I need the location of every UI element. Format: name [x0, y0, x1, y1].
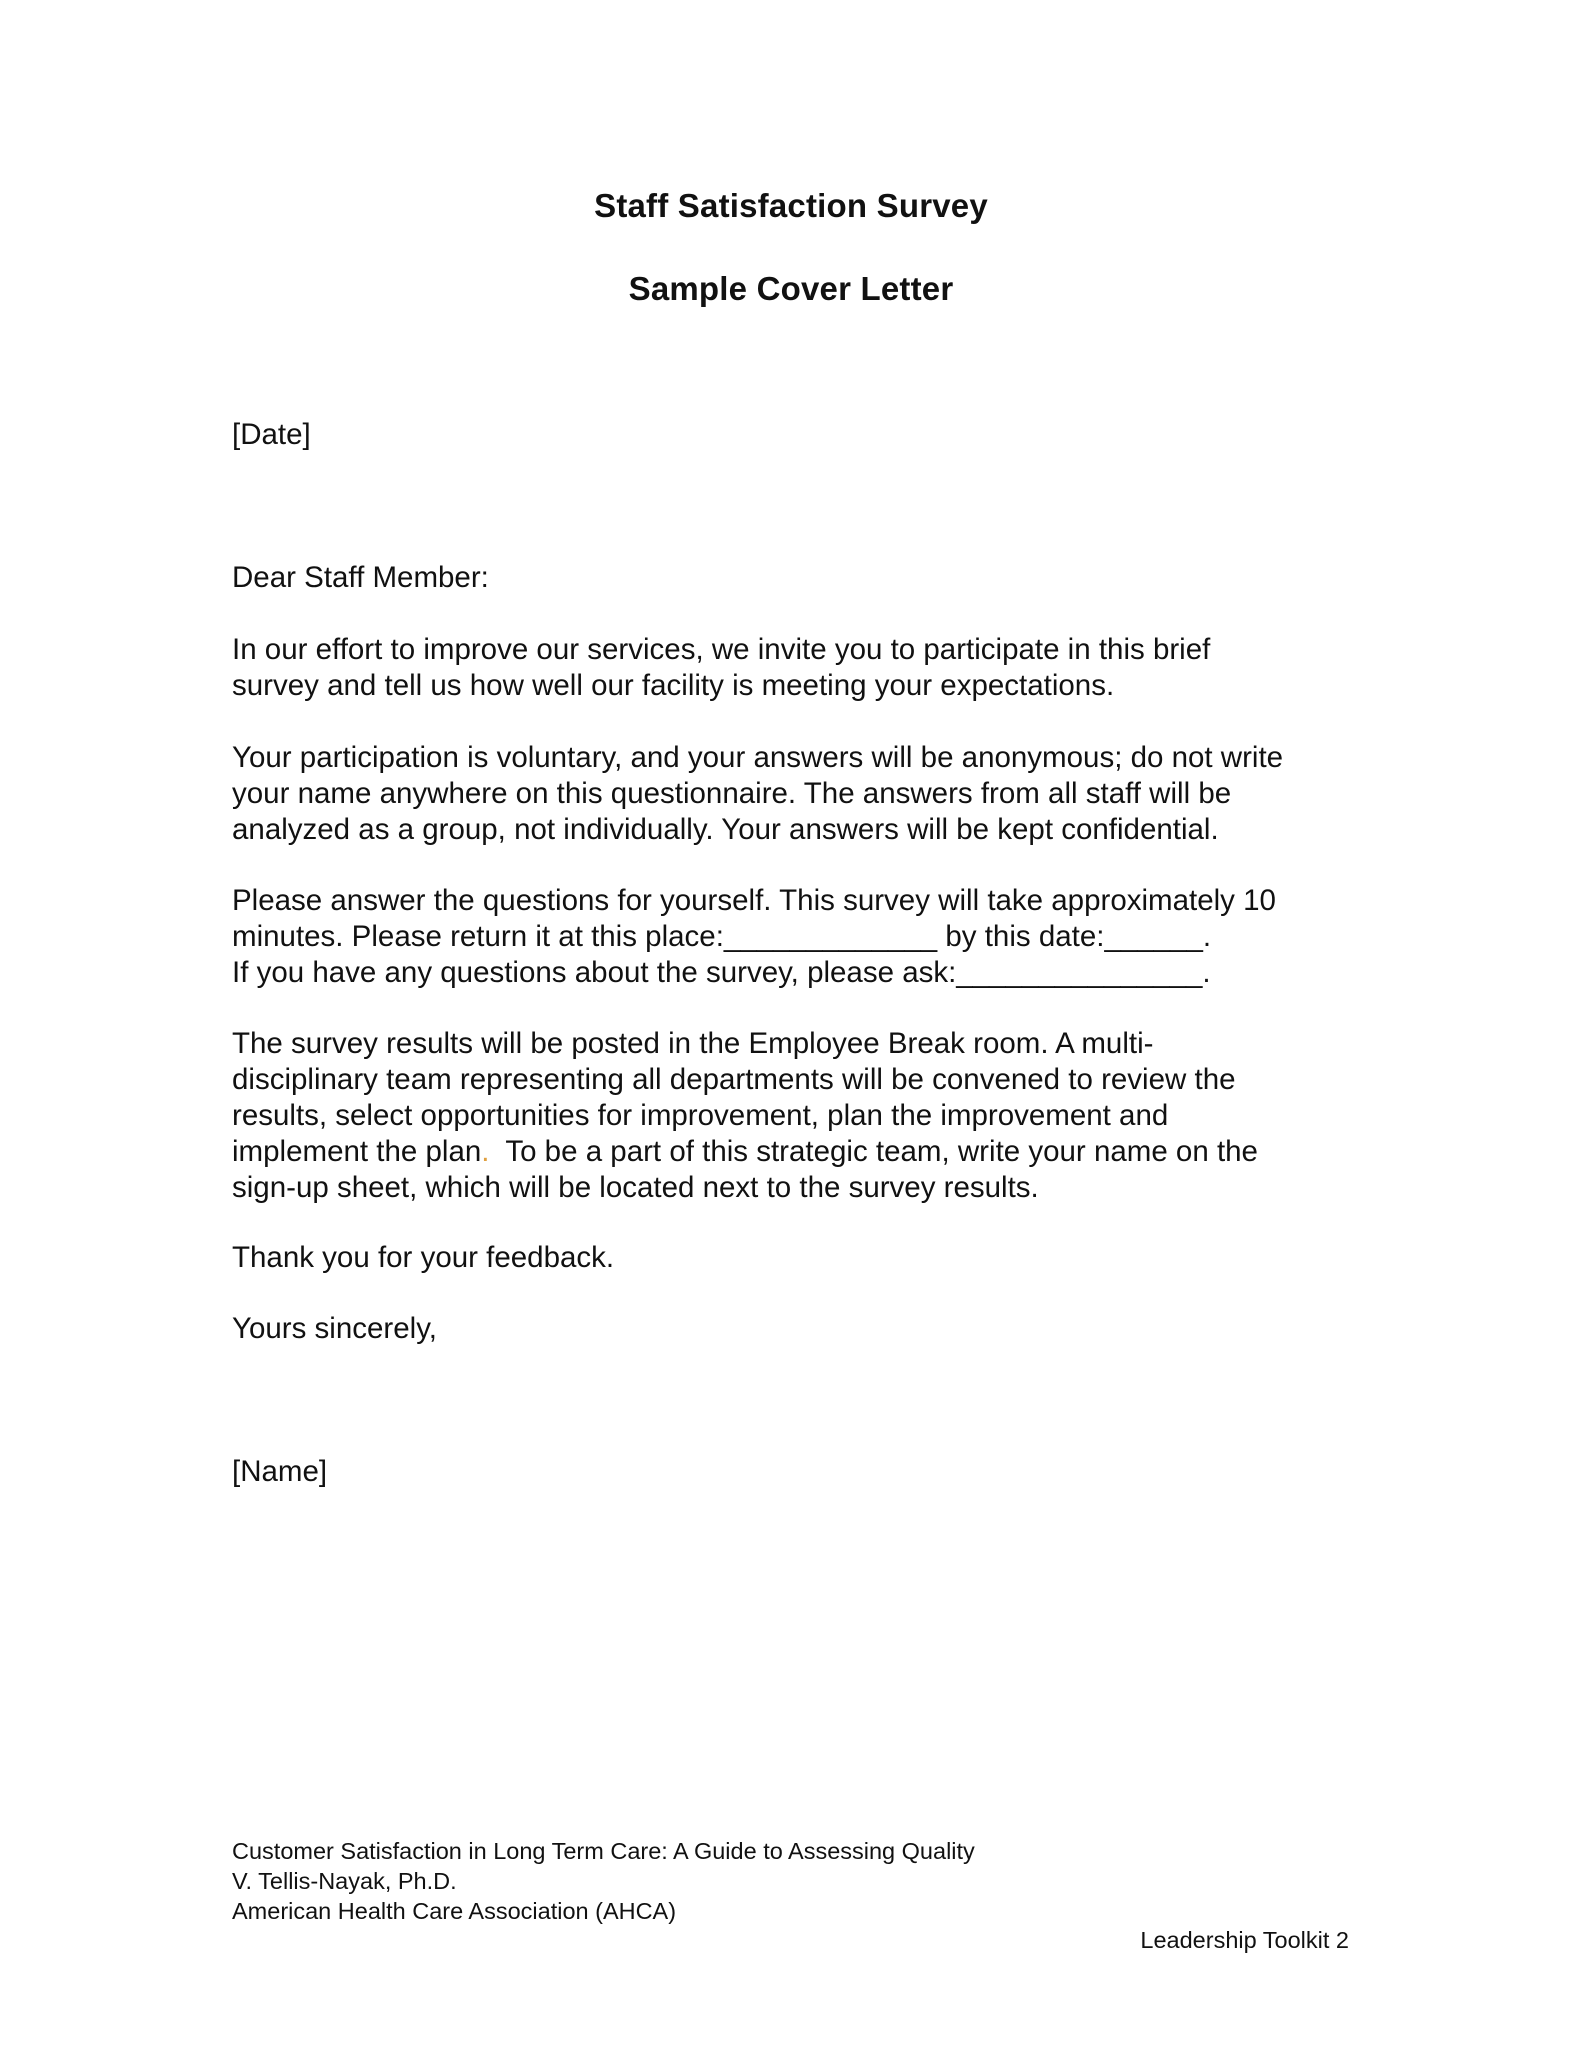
paragraph-line: Please answer the questions for yourself. This survey will take approximately 10: [232, 884, 1276, 917]
paragraph-results: [232, 1026, 1382, 1206]
document-title: Staff Satisfaction Survey: [594, 187, 988, 224]
paragraph-invitation: [232, 632, 1382, 704]
paragraph-line: In our effort to improve our services, we invite you to participate in this brief: [232, 633, 1211, 666]
closing-line: Yours sincerely,: [232, 1312, 437, 1345]
footer-line: Customer Satisfaction in Long Term Care: A Guide to Assessing Quality: [232, 1838, 975, 1864]
paragraph-line: [232, 1134, 1382, 1170]
paragraph-line: your name anywhere on this questionnaire. The answers from all staff will be: [232, 777, 1232, 810]
name-placeholder: [Name]: [232, 1455, 328, 1488]
document-subtitle: Sample Cover Letter: [628, 270, 954, 307]
footer-citation: [232, 1836, 975, 1926]
paragraph-anonymity: [232, 740, 1382, 848]
paragraph-line: minutes. Please return it at this place:_____________ by this date:______.: [232, 920, 1212, 953]
thanks-line: Thank you for your feedback.: [232, 1241, 615, 1274]
highlighted-period: .: [481, 1135, 490, 1168]
paragraph-line: sign-up sheet, which will be located next to the survey results.: [232, 1171, 1039, 1204]
paragraph-line: disciplinary team representing all departments will be convened to review the: [232, 1063, 1236, 1096]
paragraph-line: results, select opportunities for improvement, plan the improvement and: [232, 1099, 1169, 1132]
paragraph-text: To be a part of this strategic team, write your name on the: [489, 1135, 1258, 1168]
paragraph-text: implement the plan: [232, 1135, 482, 1168]
date-placeholder: [Date]: [232, 418, 311, 451]
paragraph-instructions: [232, 883, 1382, 991]
paragraph-line: If you have any questions about the survey, please ask:_______________.: [232, 956, 1211, 989]
paragraph-line: Your participation is voluntary, and your answers will be anonymous; do not write: [232, 741, 1284, 774]
footer-line: American Health Care Association (AHCA): [232, 1898, 677, 1924]
paragraph-line: analyzed as a group, not individually. Your answers will be kept confidential.: [232, 813, 1219, 846]
footer-line: V. Tellis-Nayak, Ph.D.: [232, 1868, 457, 1894]
paragraph-line: survey and tell us how well our facility is meeting your expectations.: [232, 669, 1115, 702]
page-label: Leadership Toolkit 2: [1140, 1927, 1349, 1953]
salutation: Dear Staff Member:: [232, 561, 489, 594]
paragraph-line: The survey results will be posted in the Employee Break room. A multi-: [232, 1027, 1154, 1060]
